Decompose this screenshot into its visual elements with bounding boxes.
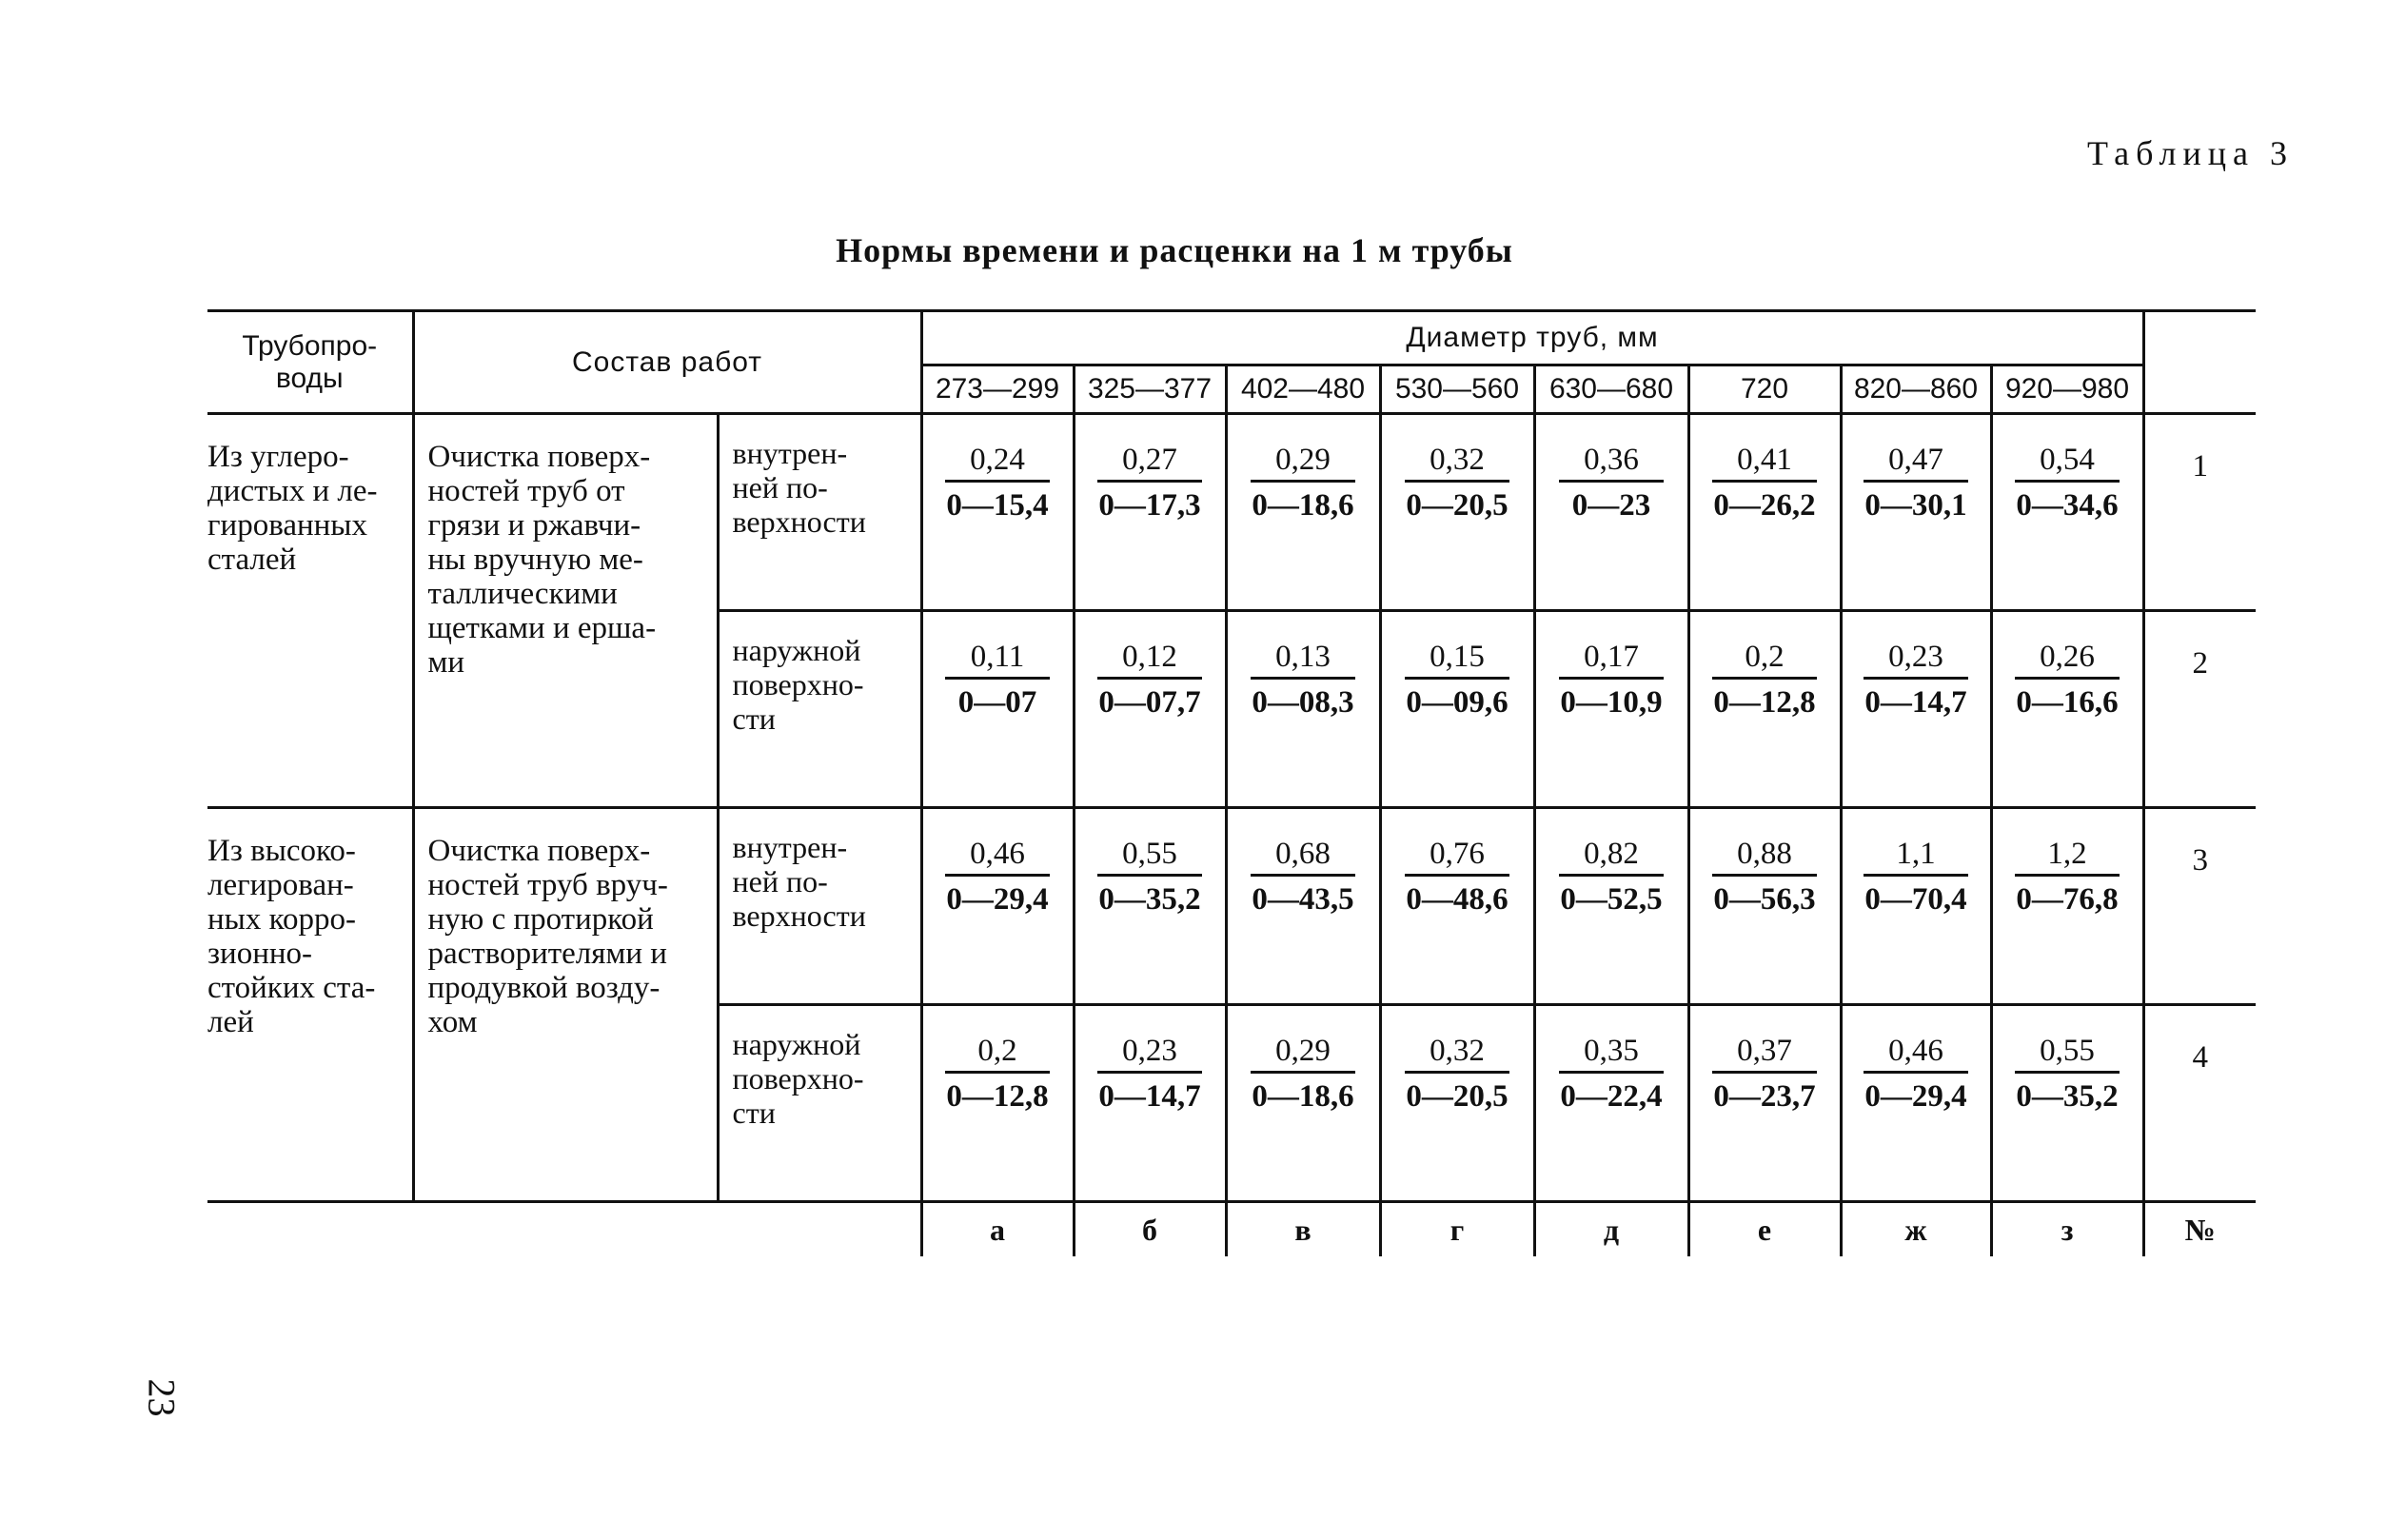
- diameter-range: 820—860: [1841, 365, 1991, 414]
- header-work-label: Состав работ: [571, 346, 763, 378]
- price-rate: 0—26,2: [1713, 488, 1816, 523]
- price-rate: 0—09,6: [1406, 685, 1509, 720]
- table-row: [207, 414, 2256, 611]
- price-rate: 0—16,6: [2016, 685, 2119, 720]
- time-norm: 0,13: [1251, 639, 1355, 680]
- diameter-range: 920—980: [1991, 365, 2143, 414]
- time-norm: 0,23: [1864, 639, 1968, 680]
- price-rate: 0—08,3: [1252, 685, 1354, 720]
- row-number: 1: [2143, 414, 2256, 611]
- value-cell: [1688, 611, 1841, 808]
- time-norm: 0,2: [1712, 639, 1817, 680]
- price-rate: 0—35,2: [1098, 882, 1201, 917]
- price-rate: 0—52,5: [1560, 882, 1663, 917]
- value-cell: [1688, 1005, 1841, 1202]
- value-cell: [921, 414, 1074, 611]
- price-rate: 0—29,4: [1864, 1079, 1967, 1114]
- price-rate: 0—10,9: [1560, 685, 1663, 720]
- price-rate: 0—23: [1571, 488, 1651, 523]
- header-number-col: [2143, 311, 2256, 414]
- price-rate: 0—29,4: [946, 882, 1049, 917]
- header-diameter: [921, 311, 2143, 365]
- time-norm: 0,47: [1864, 442, 1968, 483]
- time-norm: 0,46: [1864, 1033, 1968, 1074]
- time-norm: 0,32: [1405, 442, 1509, 483]
- page-title-text: Нормы времени и расценки на 1 м трубы: [836, 231, 1513, 269]
- work-description: Очистка поверх- ностей труб от грязи и ржавчи- ны вручную ме- таллическими щетками и ерша- ми: [413, 414, 718, 808]
- price-rate: 0—35,2: [2016, 1079, 2119, 1114]
- column-letter: д: [1534, 1202, 1688, 1257]
- value-cell: [1380, 1005, 1534, 1202]
- header-work: [413, 311, 921, 414]
- value-cell: [1991, 414, 2143, 611]
- diameter-range: 530—560: [1380, 365, 1534, 414]
- value-cell: [921, 611, 1074, 808]
- price-rate: 0—17,3: [1098, 488, 1201, 523]
- value-cell: [1074, 808, 1226, 1005]
- value-cell: [1226, 1005, 1380, 1202]
- price-rate: 0—14,7: [1098, 1079, 1201, 1114]
- header-pipelines-label: Трубопро- воды: [242, 329, 378, 394]
- value-cell: [1841, 1005, 1991, 1202]
- value-cell: [921, 808, 1074, 1005]
- value-cell: [1074, 414, 1226, 611]
- value-cell: [1841, 611, 1991, 808]
- value-cell: [921, 1005, 1074, 1202]
- price-rate: 0—07,7: [1098, 685, 1201, 720]
- diameter-range: 630—680: [1534, 365, 1688, 414]
- time-norm: 0,29: [1251, 1033, 1355, 1074]
- price-rate: 0—18,6: [1252, 488, 1354, 523]
- value-cell: [1226, 808, 1380, 1005]
- table-row: [207, 808, 2256, 1005]
- time-norm: 0,24: [945, 442, 1050, 483]
- value-cell: [1841, 414, 1991, 611]
- price-rate: 0—18,6: [1252, 1079, 1354, 1114]
- time-norm: 0,35: [1559, 1033, 1664, 1074]
- value-cell: [1991, 808, 2143, 1005]
- time-norm: 0,15: [1405, 639, 1509, 680]
- time-norm: 0,26: [2015, 639, 2120, 680]
- pipeline-type: Из углеро- дистых и ле- гированных сталей: [207, 414, 413, 808]
- column-letter: б: [1074, 1202, 1226, 1257]
- value-cell: [1380, 611, 1534, 808]
- value-cell: [1991, 611, 2143, 808]
- time-norm: 0,32: [1405, 1033, 1509, 1074]
- work-description: Очистка поверх- ностей труб вруч- ную с протиркой растворителями и продувкой возду- хом: [413, 808, 718, 1202]
- header-pipelines: [207, 311, 413, 414]
- time-norm: 0,2: [945, 1033, 1050, 1074]
- price-rate: 0—76,8: [2016, 882, 2119, 917]
- value-cell: [1380, 808, 1534, 1005]
- price-rate: 0—48,6: [1406, 882, 1509, 917]
- time-norm: 0,76: [1405, 836, 1509, 877]
- time-norm: 0,23: [1097, 1033, 1202, 1074]
- price-rate: 0—12,8: [946, 1079, 1049, 1114]
- value-cell: [1534, 808, 1688, 1005]
- price-rate: 0—22,4: [1560, 1079, 1663, 1114]
- page-title: [0, 230, 2406, 270]
- price-rate: 0—15,4: [946, 488, 1049, 523]
- diameter-range: 273—299: [921, 365, 1074, 414]
- value-cell: [1534, 611, 1688, 808]
- column-letter: з: [1991, 1202, 2143, 1257]
- diameter-range: 402—480: [1226, 365, 1380, 414]
- time-norm: 0,11: [945, 639, 1050, 680]
- price-rate: 0—70,4: [1864, 882, 1967, 917]
- value-cell: [1074, 1005, 1226, 1202]
- price-rate: 0—14,7: [1864, 685, 1967, 720]
- price-rate: 0—07: [957, 685, 1037, 720]
- column-letter: ж: [1841, 1202, 1991, 1257]
- column-letter: в: [1226, 1202, 1380, 1257]
- time-norm: 0,41: [1712, 442, 1817, 483]
- time-norm: 0,27: [1097, 442, 1202, 483]
- price-rate: 0—20,5: [1406, 1079, 1509, 1114]
- value-cell: [1226, 414, 1380, 611]
- time-norm: 0,29: [1251, 442, 1355, 483]
- column-letter: а: [921, 1202, 1074, 1257]
- value-cell: [1380, 414, 1534, 611]
- table-label: Таблица 3: [2087, 134, 2294, 172]
- value-cell: [1074, 611, 1226, 808]
- header-diameter-label: Диаметр труб, мм: [1406, 322, 1659, 353]
- diameter-range: 325—377: [1074, 365, 1226, 414]
- time-norm: 0,82: [1559, 836, 1664, 877]
- price-rate: 0—34,6: [2016, 488, 2119, 523]
- time-norm: 0,55: [2015, 1033, 2120, 1074]
- row-number: 2: [2143, 611, 2256, 808]
- pipeline-type: Из высоко- легирован- ных корро- зионно- стойких ста- лей: [207, 808, 413, 1202]
- value-cell: [1688, 414, 1841, 611]
- value-cell: [1226, 611, 1380, 808]
- time-norm: 0,54: [2015, 442, 2120, 483]
- time-norm: 0,88: [1712, 836, 1817, 877]
- time-norm: 1,1: [1864, 836, 1968, 877]
- diameter-range: 720: [1688, 365, 1841, 414]
- time-norm: 0,36: [1559, 442, 1664, 483]
- footer-blank: [718, 1202, 921, 1257]
- time-norm: 0,17: [1559, 639, 1664, 680]
- price-rate: 0—12,8: [1713, 685, 1816, 720]
- price-rate: 0—23,7: [1713, 1079, 1816, 1114]
- time-norm: 0,37: [1712, 1033, 1817, 1074]
- surface-type: наружной поверхно- сти: [718, 1005, 921, 1202]
- time-norm: 0,12: [1097, 639, 1202, 680]
- row-number: 4: [2143, 1005, 2256, 1202]
- page-number: 23: [140, 1378, 184, 1417]
- value-cell: [1841, 808, 1991, 1005]
- time-norm: 0,55: [1097, 836, 1202, 877]
- column-letter: г: [1380, 1202, 1534, 1257]
- column-letters-row: [207, 1202, 2256, 1257]
- surface-type: внутрен- ней по- верхности: [718, 808, 921, 1005]
- surface-type: наружной поверхно- сти: [718, 611, 921, 808]
- surface-type: внутрен- ней по- верхности: [718, 414, 921, 611]
- price-rate: 0—43,5: [1252, 882, 1354, 917]
- value-cell: [1991, 1005, 2143, 1202]
- time-norm: 0,68: [1251, 836, 1355, 877]
- value-cell: [1688, 808, 1841, 1005]
- time-norm: 1,2: [2015, 836, 2120, 877]
- row-number: 3: [2143, 808, 2256, 1005]
- time-norm: 0,46: [945, 836, 1050, 877]
- norms-table: [207, 309, 2256, 1256]
- number-sign: №: [2143, 1202, 2256, 1257]
- column-letter: е: [1688, 1202, 1841, 1257]
- value-cell: [1534, 414, 1688, 611]
- footer-blank: [413, 1202, 718, 1257]
- price-rate: 0—56,3: [1713, 882, 1816, 917]
- price-rate: 0—30,1: [1864, 488, 1967, 523]
- value-cell: [1534, 1005, 1688, 1202]
- price-rate: 0—20,5: [1406, 488, 1509, 523]
- footer-blank: [207, 1202, 413, 1257]
